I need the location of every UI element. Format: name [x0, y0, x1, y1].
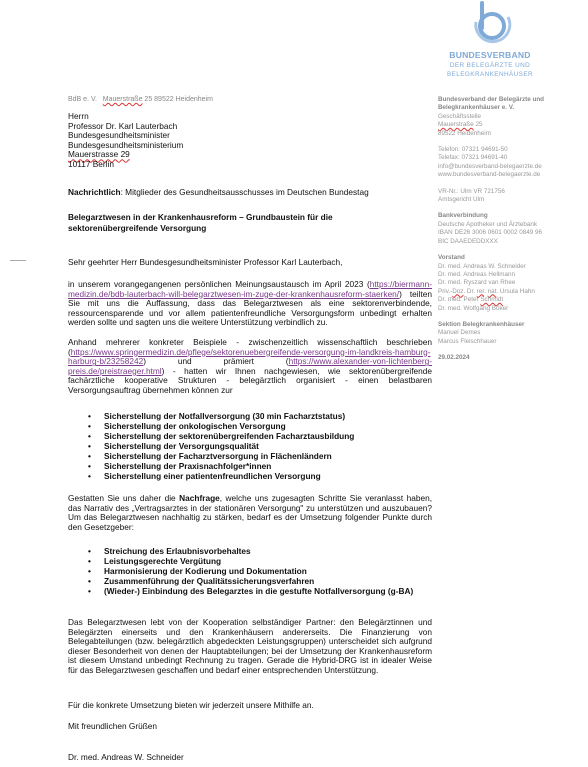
sidebar-street-line [438, 121, 586, 129]
list-item: • Sicherstellung der Notfallversorgung (30 min Facharztstatus) [88, 411, 432, 421]
sidebar-board-member [438, 296, 586, 304]
sidebar-street: Mauerstraße [438, 121, 474, 129]
recipient-address [68, 112, 183, 170]
link-biermann[interactable]: https://biermann-medizin.de/bdb-lauterbach-will-belegarztwesen-im-zuge-der-krankenhausreform-staerken/ [68, 279, 432, 299]
sidebar-board-member: Dr. med. Andreas Hellmann [438, 270, 515, 278]
recipient-line: 10117 Berlin [68, 158, 114, 169]
name-part: Priv.- [438, 287, 453, 295]
paragraph-2 [68, 338, 432, 396]
name-part: Schmidt [480, 296, 504, 304]
list-item: • Sicherstellung einer patientenfreundlichen Versorgung [88, 471, 432, 481]
sidebar-board-member: Dr. med. Wolfgang Böker [438, 304, 509, 312]
cc-note-text: : Mitglieder des Gesundheitsausschusses im Deutschen Bundestag [120, 187, 369, 197]
sidebar-bank-head: Bankverbindung [438, 212, 488, 220]
paragraph-text: ) - hatten wir Ihnen nachgewiesen, wie sektorenübergreifende fachärztliche kooperative Strukturen - belegärztlich organisiert - einen belastbaren Versorgungsauftrag übernehmen können zur [68, 365, 432, 395]
paragraph-text: Gestatten Sie uns daher die [68, 493, 180, 503]
sidebar-web[interactable]: www.bundesverband-belegaerzte.de [438, 171, 541, 179]
sidebar-org-line2: Belegkrankenhäuser e. V. [438, 104, 515, 112]
sidebar-board-head: Vorstand [438, 254, 465, 262]
list-requirements [88, 411, 432, 481]
recipient-line: Mauerstrasse 29 [68, 149, 130, 160]
name-part: . Ursula Hahn [496, 287, 535, 295]
sidebar-vr: VR-Nr.: Ulm VR 721756 [438, 187, 505, 195]
sidebar-fax: Telefax: 07321 94691-40 [438, 154, 508, 162]
name-part: Dr. med. Peter [438, 296, 481, 304]
logo-name-line3: BELEGKRANKENHÄUSER [446, 71, 534, 78]
paragraph-text: ) teilten Sie mit uns die Auffassung, dass das Belegarztwesen als eine sektorenverbindende, ressourcensparende und vor allem patientenfreundliche Versorgungsform unbedingt erhalten werden sollte und sagten uns die weitere Unterstützung verbindlich zu. [68, 288, 432, 328]
sidebar-contact [438, 96, 586, 363]
subject-line: Belegarztwesen in der Krankenhausreform – Grundbaustein für die sektorenübergreifende Versorgung [68, 212, 333, 233]
sidebar-section-member: Manuel Demes [438, 329, 481, 337]
sidebar-section-head: Sektion Belegkrankenhäuser [438, 320, 525, 328]
recipient-line: Bundesgesundheitsministerium [68, 139, 184, 150]
paragraph-1 [68, 280, 432, 328]
sidebar-phone: Telefon: 07321 94691-50 [438, 146, 508, 154]
sidebar-street-no: 25 [473, 121, 483, 129]
salutation: Sehr geehrter Herr Bundesgesundheitsminister Professor Karl Lauterbach, [68, 257, 343, 267]
list-item: • (Wieder-) Einbindung des Belegarztes in die gestufte Notfallversorgung (g-BA) [88, 586, 432, 596]
cc-note-label: Nachrichtlich [68, 187, 121, 197]
letter-date: 29.02.2024 [438, 354, 470, 362]
sidebar-bank: Deutsche Apotheker und Ärztebank [438, 220, 538, 228]
list-item: • Sicherstellung der sektorenübergreifenden Facharztausbildung [88, 431, 432, 441]
sidebar-court: Amtsgericht Ulm [438, 196, 485, 204]
closing: Mit freundlichen Grüßen [68, 721, 158, 731]
list-item: • Sicherstellung der onkologischen Versorgung [88, 421, 432, 431]
list-item: • Sicherstellung der Facharztversorgung in Flächenländern [88, 451, 432, 461]
recipient-line: Bundesgesundheitsminister [68, 130, 170, 141]
paragraph-3 [68, 494, 432, 532]
list-item: • Harmonisierung der Kodierung und Dokumentation [88, 566, 432, 576]
sender-street: Mauerstraße [102, 96, 143, 103]
logo-mark-icon [470, 0, 512, 46]
sidebar-email[interactable]: info@bundesverband-belegaerzte.de [438, 162, 542, 170]
paragraph-4: Das Belegarztwesen lebt von der Kooperation selbständiger Partner: den Belegärztinnen und Belegärzten einerseits und den Krankenhäusern andererseits. Die Finanzierung von Belegabteilungen (bzw. belegärztlich abgedeckten Leistungsgruppen) unterscheidet sich aufgrund dieser Besonderheit von denen der Hauptabteilungen; bei der Umsetzung der Krankenhausreform ist diesem Umstand unbedingt Rechnung zu tragen. Gerade die Hybrid-DRG ist in idealer Weise für das Belegarztwesen geschaffen und bedarf einer entsprechenden Unterstützung. [68, 617, 432, 675]
paragraph-5: Für die konkrete Umsetzung bieten wir jederzeit unsere Mithilfe an. [68, 700, 314, 710]
name-part: Doz [452, 287, 464, 295]
sidebar-section-member: Marcus Fleischhauer [438, 337, 497, 345]
list-item: • Sicherstellung der Versorgungsqualität [88, 441, 432, 451]
name-part: rer [476, 287, 485, 295]
sidebar-iban: IBAN DE26 3006 0601 0002 0849 96 [438, 229, 542, 237]
sender-org: BdB e. V. [68, 96, 97, 103]
list-item: • Zusammenführung der Qualitätssicherungsverfahren [88, 576, 432, 586]
signature-name: Dr. med. Andreas W. Schneider [68, 752, 184, 762]
name-part: . Dr. [463, 287, 477, 295]
sidebar-board-member: Dr. med. Ryszard van Rhee [438, 279, 516, 287]
paragraph-text: Anhand mehrerer konkreter Beispiele - zwischenzeitlich wissenschaftlich beschrieben ( [68, 337, 432, 357]
list-item: • Sicherstellung der Praxisnachfolger*innen [88, 461, 432, 471]
paragraph-bold: Nachfrage [179, 493, 220, 503]
fold-mark [10, 260, 26, 261]
paragraph-text: , welche uns zugesagten Schritte Sie veranlasst haben, das Narrativ des „Vertragsarztes in der stationären Versorgung" zu unterstützen und auszubauen? Um das Belegarztwesen nachhaltig zu stärken, bedarf es der Umsetzung folgender Punkte durch den Gesetzgeber: [68, 493, 433, 532]
logo-name-line2: DER BELEGÄRZTE UND [449, 62, 531, 69]
logo-name-line1: BUNDESVERBAND [449, 50, 531, 60]
sender-rest: 25 89522 Heidenheim [144, 96, 213, 103]
sender-line [68, 96, 213, 103]
sidebar-bic: BIC DAAEDEDDXXX [438, 237, 498, 245]
paragraph-text: ) und prämiert ( [143, 356, 289, 367]
link-springer[interactable]: https://www.springermedizin.de/pflege/sektorenuebergreifende-versorgung-im-landkreis-hamburg-harburg-b/23258242 [68, 346, 431, 367]
name-part: nat [487, 287, 497, 295]
name-part: . [484, 287, 488, 295]
sidebar-org-line1: Bundesverband der Belegärzte und [438, 96, 545, 103]
recipient-line: Herrn [68, 111, 89, 121]
sidebar-board-member: Dr. med. Andreas W. Schneider [438, 262, 526, 270]
cc-note [68, 187, 369, 197]
sidebar-board-member [438, 288, 586, 296]
list-demands [88, 546, 432, 596]
sidebar-office: Geschäftsstelle [438, 112, 482, 120]
sidebar-city: 89522 Heidenheim [438, 129, 491, 137]
list-item: • Streichung des Erlaubnisvorbehaltes [88, 546, 432, 556]
paragraph-text: in unserem vorangegangenen persönlichen Meinungsaustausch im April 2023 ( [68, 279, 370, 289]
link-lichtenberg[interactable]: https://www.alexander-von-lichtenberg-preis.de/preistraeger.html [68, 356, 432, 376]
list-item: • Leistungsgerechte Vergütung [88, 556, 432, 566]
recipient-line: Professor Dr. Karl Lauterbach [68, 120, 178, 131]
